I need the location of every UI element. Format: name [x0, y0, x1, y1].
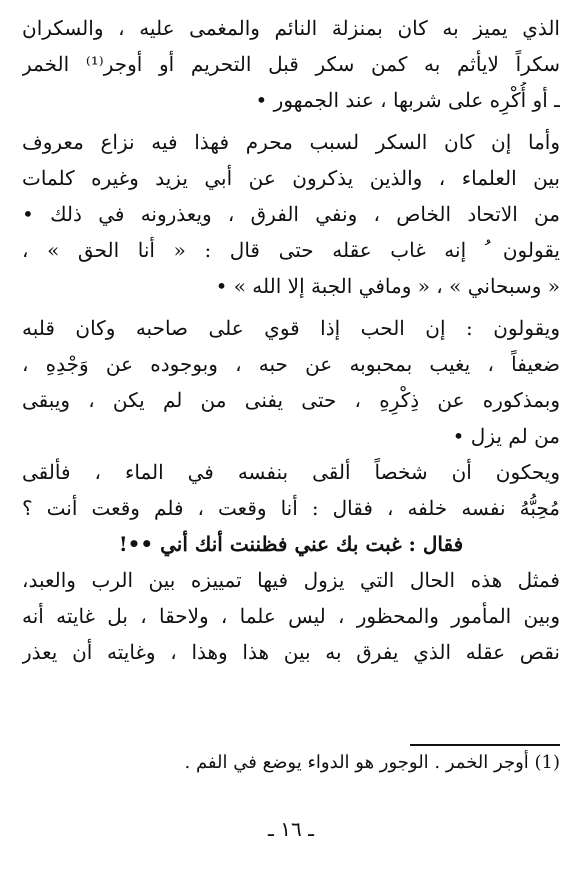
- page-number: ـ ١٦ ـ: [268, 817, 314, 841]
- paragraph: [22, 562, 560, 670]
- text-line: فمثل هذه الحال التي يزول فيها تمييزه بين الرب والعبد،: [22, 568, 560, 592]
- paragraph: [22, 454, 560, 526]
- text-line: من الاتحاد الخاص ، ونفي الفرق ، ويعذرونه في ذلك •: [22, 202, 560, 226]
- text-line: وأما إن كان السكر لسبب محرم فهذا فيه نزاع معروف: [22, 130, 560, 154]
- text-line: بين العلماء ، والذين يذكرون عن أبي يزيد وغيره كلمات: [22, 166, 560, 190]
- footnote-divider: [410, 744, 560, 746]
- text-line: « وسبحاني » ، « ومافي الجبة إلا الله » •: [215, 274, 560, 298]
- paragraph: [22, 526, 560, 562]
- text-line: نقص عقله الذي يفرق به بين هذا وهذا ، وغايته أن يعذر: [22, 640, 560, 664]
- paragraph: [22, 10, 560, 118]
- text-line: وبمذكوره عن ذِكْرِهِ ، حتى يفنى من لم يكن ، ويبقى: [22, 388, 560, 412]
- text-line: ـ أو أُكْرِه على شربها ، عند الجمهور •: [255, 88, 560, 112]
- footnote: (1) أوجر الخمر . الوجور هو الدواء يوضع في الفم .: [184, 752, 560, 773]
- text-line: من لم يزل •: [452, 424, 560, 448]
- text-line: فقال : غبت بك عني فظننت أنك أني ••!: [118, 532, 464, 556]
- text-line: يقولون ُ إنه غاب عقله حتى قال : « أنا الحق » ،: [22, 238, 560, 262]
- text-line: مُحِبُّهُ نفسه خلفه ، فقال : أنا وقعت ، فلم وقعت أنت ؟: [22, 496, 560, 520]
- paragraph: [22, 310, 560, 454]
- text-line: سكراً لايأثم به كمن سكر قبل التحريم أو أوجر⁽¹⁾ الخمر: [22, 52, 560, 76]
- paragraph: [22, 124, 560, 304]
- text-line: الذي يميز به كان بمنزلة النائم والمغمى عليه ، والسكران: [22, 16, 560, 40]
- book-page: [22, 10, 560, 670]
- text-line: ضعيفاً ، يغيب بمحبوبه عن حبه ، وبوجوده عن وَجْدِهِ ،: [22, 352, 560, 376]
- text-line: ويحكون أن شخصاً ألقى بنفسه في الماء ، فألقى: [22, 460, 560, 484]
- text-line: وبين المأمور والمحظور ، ليس علما ، ولاحقا ، بل غايته أنه: [22, 604, 560, 628]
- text-line: ويقولون : إن الحب إذا قوي على صاحبه وكان قلبه: [22, 316, 560, 340]
